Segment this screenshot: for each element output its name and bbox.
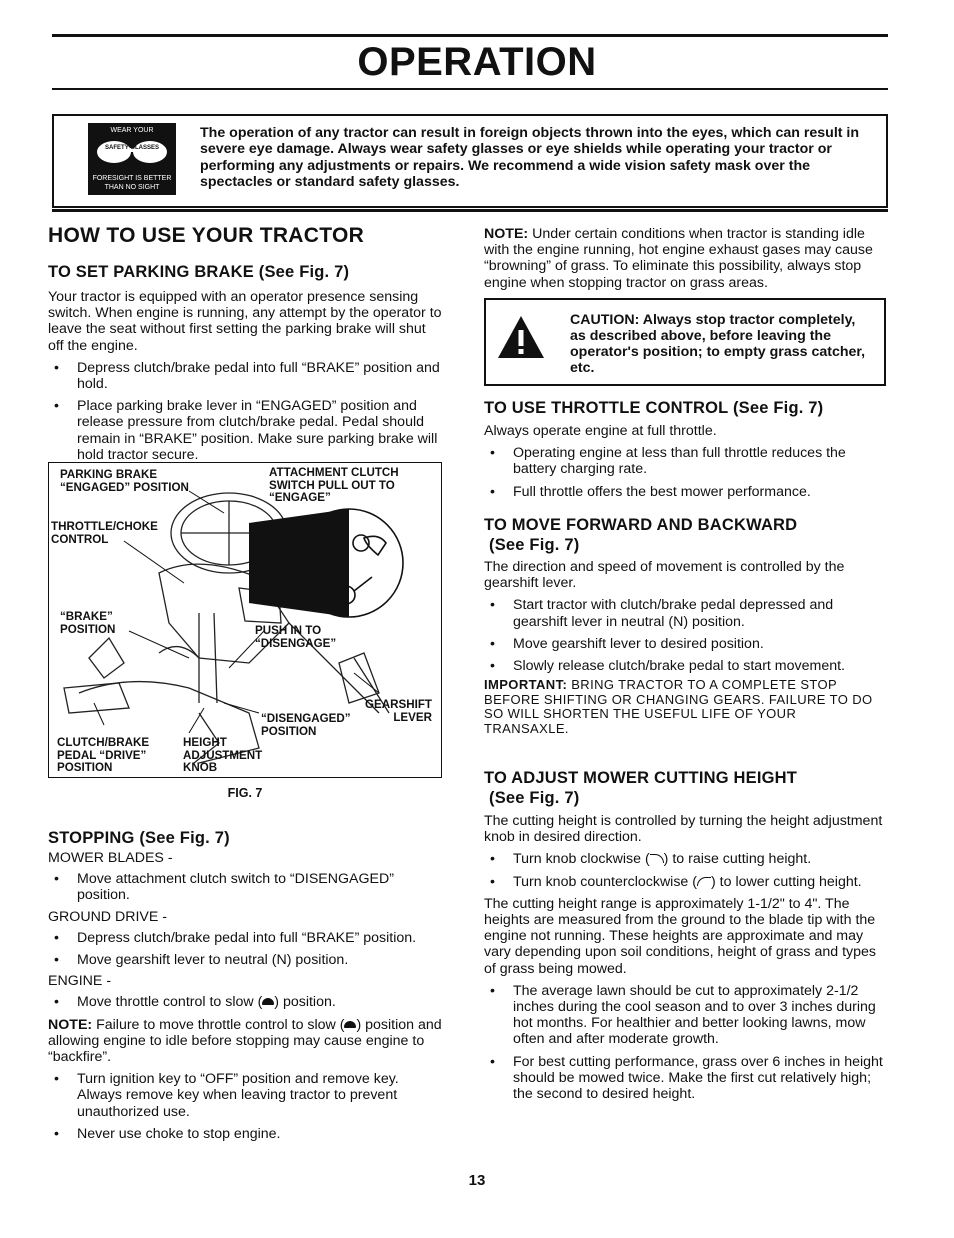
list-item [484, 874, 884, 890]
list-item [48, 994, 444, 1010]
label-gearshift: GEARSHIFT LEVER [365, 698, 432, 724]
forward-intro: The direction and speed of movement is controlled by the gearshift lever. [484, 559, 845, 592]
icon-text-3: FORESIGHT IS BETTER [92, 175, 172, 182]
parking-brake-heading: TO SET PARKING BRAKE (See Fig. 7) [48, 263, 350, 281]
forward-backward-section [484, 515, 884, 737]
list-item: • Turn ignition key to “OFF” position and remove key. Always remove key when leaving tractor to prevent unauthorized use. [48, 1071, 444, 1120]
safety-glasses-icon [88, 123, 176, 195]
important-text: BRING TRACTOR TO A COMPLETE STOP BEFORE SHIFTING OR CHANGING GEARS. FAILURE TO DO SO WILL SHORTEN THE USEFUL LIFE OF YOUR TRANSAXLE. [484, 677, 873, 736]
safety-warning-text: The operation of any tractor can result in foreign objects thrown into the eyes, which can result in severe eye damage. Always wear safety glasses or eye shields while operating your tractor or performing any adjustments or repairs. We recommend a wide vision safety mask over the spectacles or standard safety glasses. [200, 125, 860, 191]
main-heading [48, 224, 444, 248]
height-bullet2-a: Turn knob counterclockwise ( [513, 873, 697, 890]
note-label: NOTE: [48, 1016, 93, 1033]
height-range-para: The cutting height range is approximately 1-1/2" to 4". The heights are measured from the ground to the blade tip with the engine not running. These heights are approximate and may vary depending upon soil conditions, height of grass and types of grass being mowed. [484, 895, 876, 977]
list-item: • Move gearshift lever to desired position. [484, 636, 884, 652]
label-attachment-clutch: ATTACHMENT CLUTCH SWITCH PULL OUT TO “ENGAGE” [269, 466, 399, 504]
important-label: IMPORTANT: [484, 677, 568, 693]
title-rule [52, 88, 888, 90]
parking-brake-section [48, 262, 444, 463]
how-to-use-heading: HOW TO USE YOUR TRACTOR [48, 224, 365, 247]
list-item: • Full throttle offers the best mower performance. [484, 484, 884, 500]
glasses-graphic [94, 137, 170, 167]
forward-heading-1: TO MOVE FORWARD AND BACKWARD [484, 516, 798, 534]
caution-box [484, 298, 886, 386]
cutting-height-section [484, 768, 884, 1102]
throttle-intro: Always operate engine at full throttle. [484, 423, 717, 439]
height-heading-2: (See Fig. 7) [489, 789, 580, 807]
note-text: Under certain conditions when tractor is standing idle with the engine running, hot engine exhaust gases may cause “browning” of grass. To eliminate this possibility, always stop engine when stopping tractor on grass areas. [484, 226, 873, 291]
label-parking-brake: PARKING BRAKE “ENGAGED” POSITION [60, 468, 189, 494]
exhaust-note [484, 226, 884, 291]
figure-7 [48, 462, 442, 778]
height-bullet1-b: ) to raise cutting height. [663, 851, 812, 868]
important-note [484, 678, 884, 736]
clockwise-arrow-icon [650, 854, 664, 863]
list-item: • Operating engine at less than full throttle reduces the battery charging rate. [484, 445, 884, 477]
label-disengaged: “DISENGAGED” POSITION [261, 712, 351, 738]
engine-bullet-text-a: Move throttle control to slow ( [77, 994, 263, 1011]
list-item: • For best cutting performance, grass over 6 inches in height should be mowed twice. Make the first cut relatively high; the second to desired height. [484, 1054, 884, 1103]
figure-caption: FIG. 7 [227, 786, 263, 800]
engine-label: ENGINE - [48, 973, 112, 990]
icon-text-4: THAN NO SIGHT [104, 184, 160, 191]
throttle-heading: TO USE THROTTLE CONTROL (See Fig. 7) [484, 399, 824, 417]
list-item: • Start tractor with clutch/brake pedal depressed and gearshift lever in neutral (N) position. [484, 597, 884, 629]
throttle-section [484, 398, 884, 500]
counterclockwise-arrow-icon [697, 877, 711, 886]
label-throttle-choke: THROTTLE/CHOKE CONTROL [51, 520, 158, 546]
list-item: • Place parking brake lever in “ENGAGED” position and release pressure from clutch/brake pedal. Pedal should remain in “BRAKE” position. Make sure parking brake will hold tractor secure. [48, 398, 444, 463]
label-clutch-brake-pedal: CLUTCH/BRAKE PEDAL “DRIVE” POSITION [57, 736, 150, 774]
label-push-in: PUSH IN TO “DISENGAGE” [255, 624, 337, 650]
note-text-b: ) position and allowing engine to idle before stopping may cause engine to “backfire”. [48, 1016, 442, 1066]
stopping-heading: STOPPING (See Fig. 7) [48, 829, 230, 847]
safety-warning-box [52, 114, 888, 208]
parking-intro: Your tractor is equipped with an operator presence sensing switch. When engine is running, any attempt by the operator to leave the seat without first setting the parking brake will shut off the engine. [48, 289, 442, 354]
stopping-section [48, 828, 444, 1142]
mower-blades-label: MOWER BLADES - [48, 850, 173, 866]
note-text-a: Failure to move throttle control to slow ( [92, 1016, 345, 1033]
page-number: 13 [468, 1172, 486, 1189]
warning-triangle-icon [496, 314, 546, 360]
caution-text: CAUTION: Always stop tractor completely, as described above, before leaving the operator's position; to empty grass catcher, etc. [570, 312, 866, 376]
label-height-knob: HEIGHT ADJUSTMENT KNOB [183, 736, 263, 774]
icon-text-1: WEAR YOUR [110, 127, 154, 134]
list-item: • Never use choke to stop engine. [48, 1126, 444, 1142]
list-item: • Depress clutch/brake pedal into full “BRAKE” position. [48, 930, 444, 946]
height-bullet2-b: ) to lower cutting height. [711, 873, 862, 890]
height-heading-1: TO ADJUST MOWER CUTTING HEIGHT [484, 769, 798, 787]
forward-heading-2: (See Fig. 7) [489, 536, 580, 554]
list-item: • Slowly release clutch/brake pedal to start movement. [484, 658, 884, 674]
page-title: OPERATION [357, 40, 597, 84]
engine-bullet-text-b: ) position. [274, 994, 336, 1011]
turtle-icon [262, 998, 274, 1005]
list-item [484, 851, 884, 867]
list-item: • Move attachment clutch switch to “DISENGAGED” position. [48, 871, 444, 903]
label-brake-position: “BRAKE” POSITION [60, 610, 116, 636]
top-rule [52, 34, 888, 37]
ground-drive-label: GROUND DRIVE - [48, 908, 168, 925]
list-item: • Depress clutch/brake pedal into full “BRAKE” position and hold. [48, 360, 444, 392]
stopping-note [48, 1017, 444, 1066]
icon-text-2: SAFETY GLASSES [105, 145, 159, 151]
height-intro: The cutting height is controlled by turning the height adjustment knob in desired direction. [484, 813, 883, 846]
note-label: NOTE: [484, 226, 529, 242]
list-item: • The average lawn should be cut to approximately 2-1/2 inches during the cool season and to over 3 inches during hot months. For healthier and better looking lawns, mow often and after moderate growth. [484, 983, 884, 1048]
height-bullet1-a: Turn knob clockwise ( [513, 851, 650, 868]
list-item: • Move gearshift lever to neutral (N) position. [48, 952, 444, 968]
turtle-icon [344, 1021, 356, 1028]
